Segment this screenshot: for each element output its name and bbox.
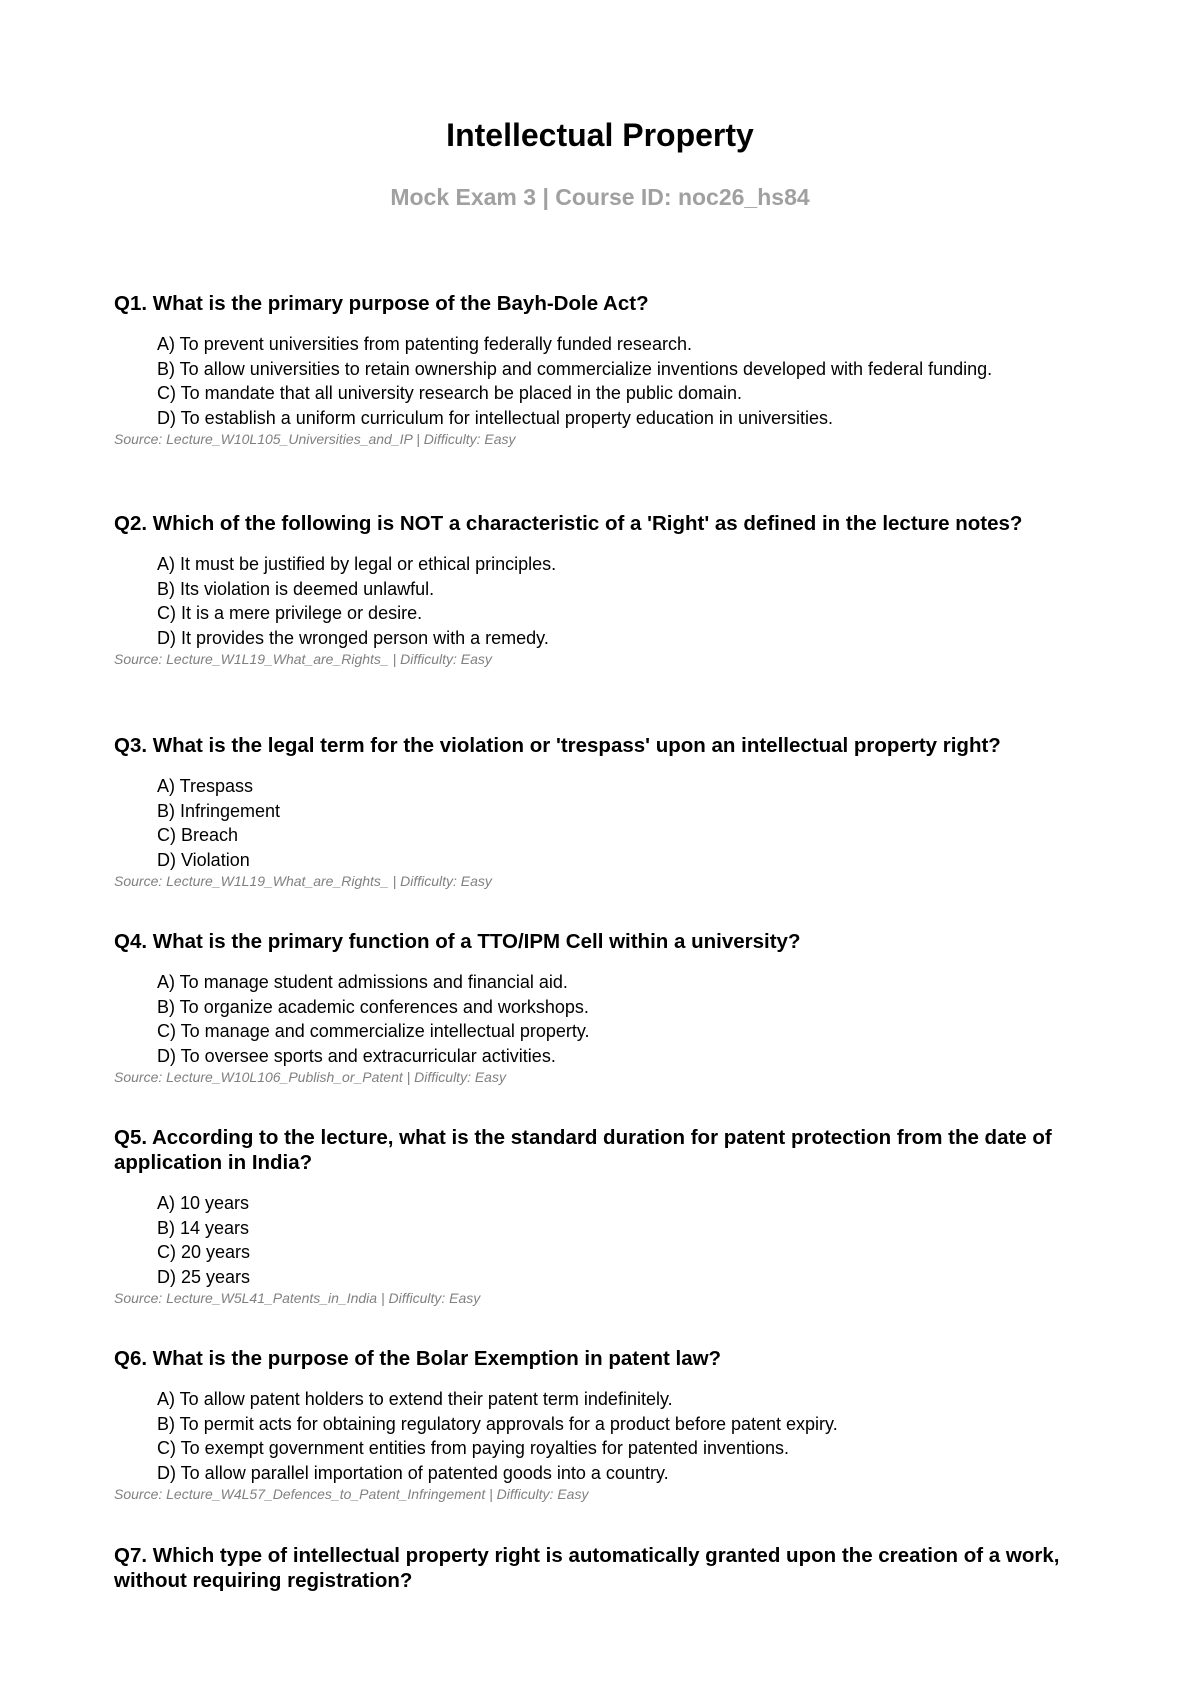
option-c: C) It is a mere privilege or desire. bbox=[157, 603, 423, 623]
question-5 bbox=[114, 1125, 1094, 1307]
question-source: Source: Lecture_W5L41_Patents_in_India | Difficulty: Easy bbox=[114, 1290, 481, 1306]
option-d: D) To oversee sports and extracurricular activities. bbox=[157, 1045, 556, 1066]
option-d: D) Violation bbox=[157, 849, 250, 870]
question-text: Q6. What is the purpose of the Bolar Exemption in patent law? bbox=[114, 1347, 722, 1370]
option-list bbox=[114, 774, 1094, 872]
option-c: C) To manage and commercialize intellectual property. bbox=[157, 1021, 590, 1041]
question-source: Source: Lecture_W1L19_What_are_Rights_ | Difficulty: Easy bbox=[114, 873, 492, 889]
question-source: Source: Lecture_W4L57_Defences_to_Patent_Infringement | Difficulty: Easy bbox=[114, 1486, 589, 1502]
option-list bbox=[114, 1387, 1094, 1485]
option-b: B) To allow universities to retain ownership and commercialize inventions developed with federal funding. bbox=[157, 358, 993, 379]
option-a: A) Trespass bbox=[157, 776, 254, 796]
option-list bbox=[114, 332, 1094, 430]
question-1 bbox=[114, 291, 1094, 448]
question-source: Source: Lecture_W10L106_Publish_or_Patent | Difficulty: Easy bbox=[114, 1069, 506, 1085]
option-b: B) 14 years bbox=[157, 1217, 250, 1238]
option-c: C) Breach bbox=[157, 825, 239, 845]
question-text: Q2. Which of the following is NOT a characteristic of a 'Right' as defined in the lecture notes? bbox=[114, 512, 1023, 535]
page-title: Intellectual Property bbox=[446, 117, 754, 153]
question-text: Q7. Which type of intellectual property right is automatically granted upon the creation of a work, without requiring registration? bbox=[114, 1544, 1060, 1592]
option-d: D) 25 years bbox=[157, 1266, 251, 1287]
option-d: D) It provides the wronged person with a remedy. bbox=[157, 627, 549, 648]
option-a: A) To prevent universities from patenting federally funded research. bbox=[157, 334, 692, 354]
option-b: B) Infringement bbox=[157, 800, 281, 821]
page-subtitle: Mock Exam 3 | Course ID: noc26_hs84 bbox=[390, 184, 810, 210]
question-source: Source: Lecture_W1L19_What_are_Rights_ | Difficulty: Easy bbox=[114, 651, 492, 667]
question-text: Q1. What is the primary purpose of the Bayh-Dole Act? bbox=[114, 292, 649, 315]
option-b: B) To organize academic conferences and workshops. bbox=[157, 996, 589, 1017]
question-7 bbox=[114, 1543, 1094, 1593]
option-d: D) To allow parallel importation of patented goods into a country. bbox=[157, 1462, 669, 1483]
question-text: Q5. According to the lecture, what is the standard duration for patent protection from the date of application in India? bbox=[114, 1126, 1052, 1174]
option-b: B) To permit acts for obtaining regulatory approvals for a product before patent expiry. bbox=[157, 1413, 838, 1434]
option-b: B) Its violation is deemed unlawful. bbox=[157, 578, 435, 599]
option-a: A) To allow patent holders to extend their patent term indefinitely. bbox=[157, 1389, 673, 1409]
question-2 bbox=[114, 511, 1094, 668]
option-a: A) 10 years bbox=[157, 1193, 250, 1213]
question-6 bbox=[114, 1346, 1094, 1503]
option-c: C) To mandate that all university research be placed in the public domain. bbox=[157, 383, 742, 403]
question-text: Q3. What is the legal term for the violation or 'trespass' upon an intellectual property right? bbox=[114, 734, 1001, 757]
option-list bbox=[114, 552, 1094, 650]
option-c: C) 20 years bbox=[157, 1242, 251, 1262]
question-4 bbox=[114, 929, 1094, 1086]
option-d: D) To establish a uniform curriculum for intellectual property education in universities. bbox=[157, 407, 833, 428]
question-3 bbox=[114, 733, 1094, 890]
question-source: Source: Lecture_W10L105_Universities_and_IP | Difficulty: Easy bbox=[114, 431, 516, 447]
option-a: A) It must be justified by legal or ethical principles. bbox=[157, 554, 557, 574]
option-list bbox=[114, 1191, 1094, 1289]
question-text: Q4. What is the primary function of a TTO/IPM Cell within a university? bbox=[114, 930, 801, 953]
option-c: C) To exempt government entities from paying royalties for patented inventions. bbox=[157, 1438, 789, 1458]
option-a: A) To manage student admissions and financial aid. bbox=[157, 972, 568, 992]
option-list bbox=[114, 970, 1094, 1068]
